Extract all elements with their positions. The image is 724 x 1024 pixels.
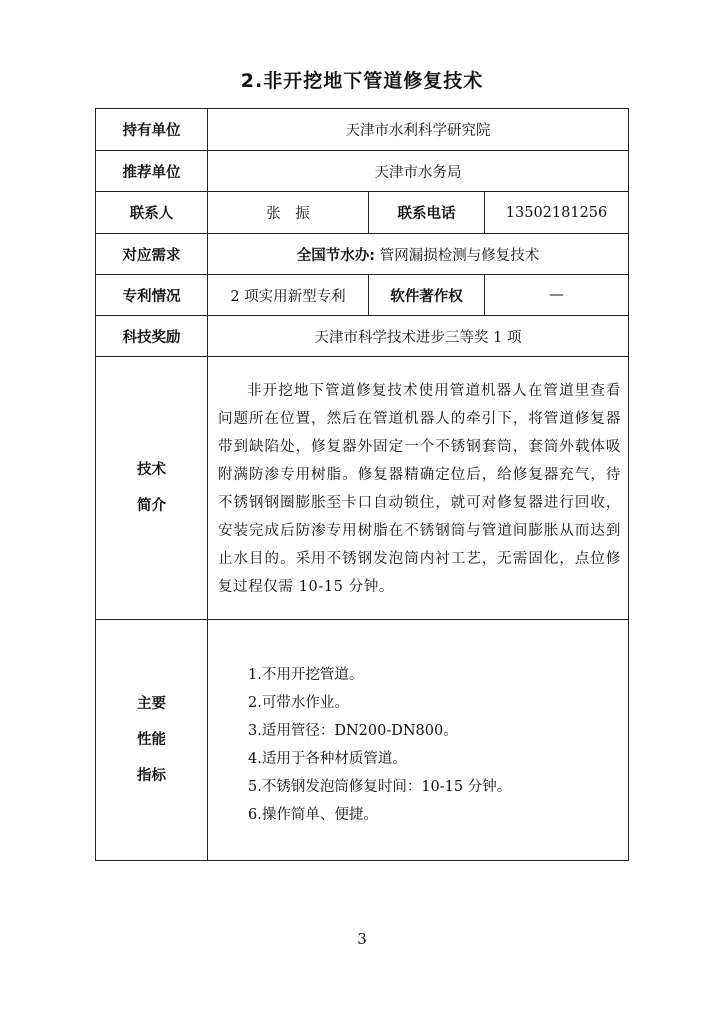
phone-value: 13502181256 <box>485 192 629 234</box>
contact-value: 张 振 <box>208 192 369 234</box>
intro-label-line2: 简介 <box>137 498 166 514</box>
row-recommender <box>96 151 629 192</box>
list-item: 3.适用管径：DN200-DN800。 <box>248 723 458 739</box>
needs-label: 对应需求 <box>96 234 208 275</box>
row-holder <box>96 109 629 151</box>
performance-list <box>208 651 628 829</box>
software-value: — <box>485 275 629 316</box>
contact-label: 联系人 <box>96 192 208 234</box>
page-number: 3 <box>357 930 367 948</box>
patent-value: 2 项实用新型专利 <box>208 275 369 316</box>
performance-label-line1: 主要 <box>137 696 166 712</box>
row-intro <box>96 357 629 620</box>
performance-label-line2: 性能 <box>137 732 166 748</box>
performance-label-line3: 指标 <box>137 768 166 784</box>
phone-label: 联系电话 <box>369 192 485 234</box>
intro-text: 非开挖地下管道修复技术使用管道机器人在管道里查看问题所在位置，然后在管道机器人的牵引下，将管道修复器带到缺陷处，修复器外固定一个不锈钢套筒，套筒外载体吸附满防渗专用树脂。修复器精确定位后，给修复器充气，待不锈钢钢圈膨胀至卡口自动锁住，就可对修复器进行回收，安装完成后防渗专用树脂在不锈钢筒与管道间膨胀从而达到止水目的。采用不锈钢发泡筒内衬工艺，无需固化，点位修复过程仅需 10-15 分钟。 <box>218 383 622 595</box>
intro-label-line1: 技术 <box>137 462 166 478</box>
list-item: 1.不用开挖管道。 <box>248 667 364 683</box>
needs-value-cell <box>208 234 629 275</box>
software-label: 软件著作权 <box>369 275 485 316</box>
recommender-value: 天津市水务局 <box>208 151 629 192</box>
row-performance <box>96 620 629 861</box>
document-title: 2.非开挖地下管道修复技术 <box>240 70 484 92</box>
row-contact <box>96 192 629 234</box>
award-label: 科技奖励 <box>96 316 208 357</box>
list-item: 4.适用于各种材质管道。 <box>248 751 407 767</box>
row-award <box>96 316 629 357</box>
list-item: 6.操作简单、便捷。 <box>248 807 378 823</box>
list-item: 2.可带水作业。 <box>248 695 349 711</box>
award-value: 天津市科学技术进步三等奖 1 项 <box>208 316 629 357</box>
row-needs <box>96 234 629 275</box>
holder-label: 持有单位 <box>96 109 208 151</box>
recommender-label: 推荐单位 <box>96 151 208 192</box>
performance-list-cell <box>208 620 629 861</box>
needs-value: 管网漏损检测与修复技术 <box>379 247 540 264</box>
performance-label <box>96 620 208 861</box>
intro-text-cell <box>208 357 629 620</box>
patent-label: 专利情况 <box>96 275 208 316</box>
list-item: 5.不锈钢发泡筒修复时间：10-15 分钟。 <box>248 779 512 795</box>
info-table <box>95 108 629 861</box>
row-patent <box>96 275 629 316</box>
holder-value: 天津市水利科学研究院 <box>208 109 629 151</box>
needs-org: 全国节水办: <box>296 247 376 264</box>
intro-label <box>96 357 208 620</box>
